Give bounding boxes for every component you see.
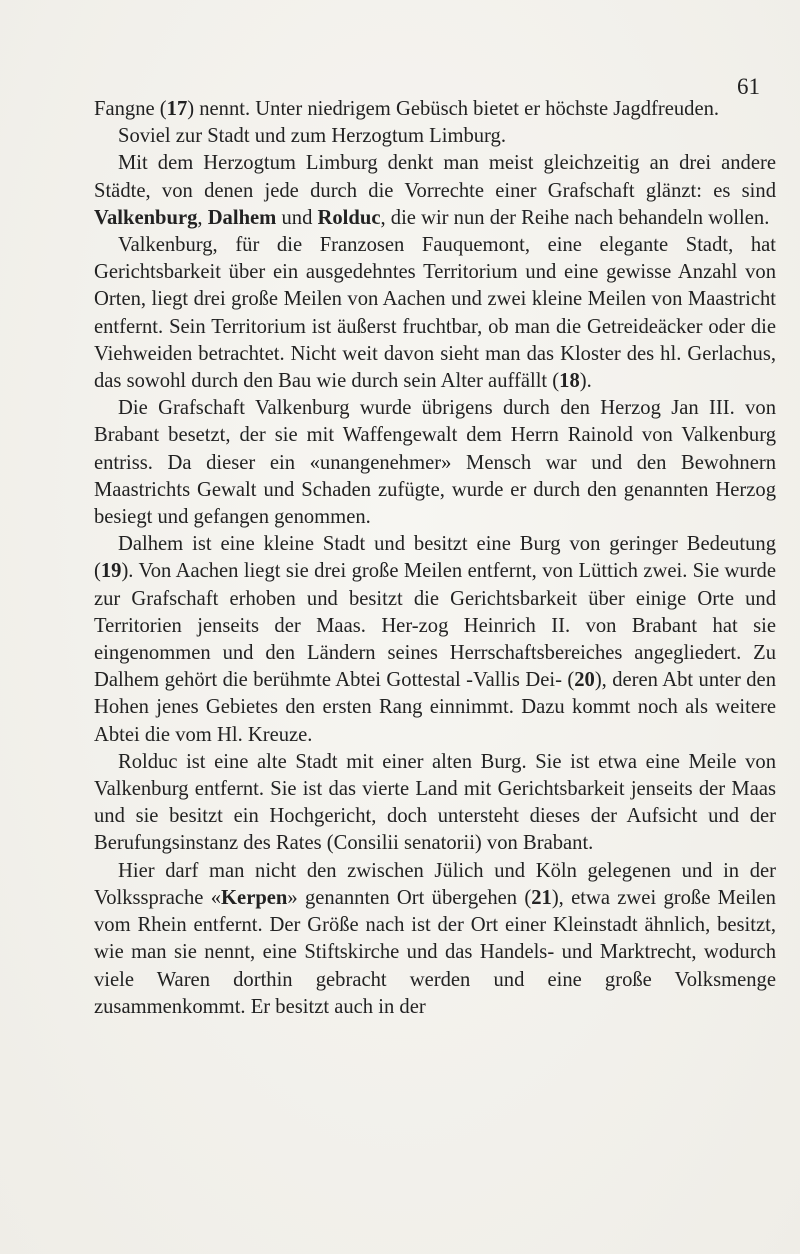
paragraph-5: Die Grafschaft Valkenburg wurde übrigens durch den Herzog Jan III. von Brabant besetzt, der sie mit Waffengewalt dem Herrn Rainold von Valkenburg entriss. Da dieser ein «unangenehmer» Mensch war und den Bewohnern Maastrichts Gewalt und Schaden zufügte, wurde er durch den genannten Herzog besiegt und gefangen genommen. <box>94 397 776 529</box>
term-dalhem: Dalhem <box>207 206 277 229</box>
body-text <box>94 96 776 1021</box>
footnote-ref-17: 17 <box>166 98 188 120</box>
paragraph-1: Fangne (17) nennt. Unter niedrigem Gebüsch bietet er höchste Jagdfreuden. <box>94 98 720 120</box>
page-number: 61 <box>737 74 760 99</box>
paragraph-7: Rolduc ist eine alte Stadt mit einer alten Burg. Sie ist etwa eine Meile von Valkenburg entfernt. Sie ist das vierte Land mit Gerichtsbarkeit jenseits der Maas und sie besitzt ein Hochgericht, doch untersteht dieses der Aufsicht und der Berufungsinstanz des Rates (Consilii senatorii) von Brabant. <box>94 750 776 855</box>
term-valkenburg: Valkenburg <box>94 206 198 229</box>
term-kerpen: Kerpen <box>221 886 288 909</box>
footnote-ref-18: 18 <box>559 370 580 393</box>
paragraph-2: Soviel zur Stadt und zum Herzogtum Limburg. <box>118 125 506 148</box>
footnote-ref-20: 20 <box>574 669 595 692</box>
term-rolduc: Rolduc <box>317 206 381 229</box>
footnote-ref-19: 19 <box>100 560 122 583</box>
paragraph-3: Mit dem Herzogtum Limburg denkt man meist gleichzeitig an drei andere Städte, von denen jede durch die Vorrechte einer Grafschaft glänzt: es sind Valkenburg, Dalhem und Rolduc, die wir nun der Reihe nach behandeln wollen. <box>94 152 776 229</box>
paragraph-4: Valkenburg, für die Franzosen Fauquemont, eine elegante Stadt, hat Gerichtsbarkeit über ein ausgedehntes Territorium und eine gewisse Anzahl von Orten, liegt drei große Meilen von Aachen und zwei kleine Meilen von Maastricht entfernt. Sein Territorium ist äußerst fruchtbar, ob man die Getreideäcker oder die Viehweiden betrachtet. Nicht weit davon sieht man das Kloster des hl. Gerlachus, das sowohl durch den Bau wie durch sein Alter auffällt (18). <box>94 234 776 393</box>
paragraph-6: Dalhem ist eine kleine Stadt und besitzt eine Burg von geringer Bedeutung (19). Von Aachen liegt sie drei große Meilen entfernt, von Lüttich zwei. Sie wurde zur Grafschaft erhoben und besitzt die Gerichtsbarkeit über einige Orte und Territorien jenseits der Maas. Her-zog Heinrich II. von Brabant hat sie eingenommen und den Ländern seines Herrschaftsbereiches angegliedert. Zu Dalhem gehört die berühmte Abtei Gottestal -Vallis Dei- (20), deren Abt unter den Hohen jenes Gebietes den ersten Rang einnimmt. Dazu kommt noch als weitere Abtei die vom Hl. Kreuze. <box>94 533 776 746</box>
footnote-ref-21: 21 <box>531 886 552 909</box>
paragraph-8: Hier darf man nicht den zwischen Jülich und Köln gelegenen und in der Volkssprache «Kerpen» genannten Ort übergehen (21), etwa zwei große Meilen vom Rhein entfernt. Der Größe nach ist der Ort einer Kleinstadt ähnlich, besitzt, wie man sie nennt, eine Stiftskirche und das Handels- und Marktrecht, wodurch viele Waren dorthin gebracht werden und eine große Volksmenge zusammenkommt. Er besitzt auch in der <box>94 859 776 1018</box>
